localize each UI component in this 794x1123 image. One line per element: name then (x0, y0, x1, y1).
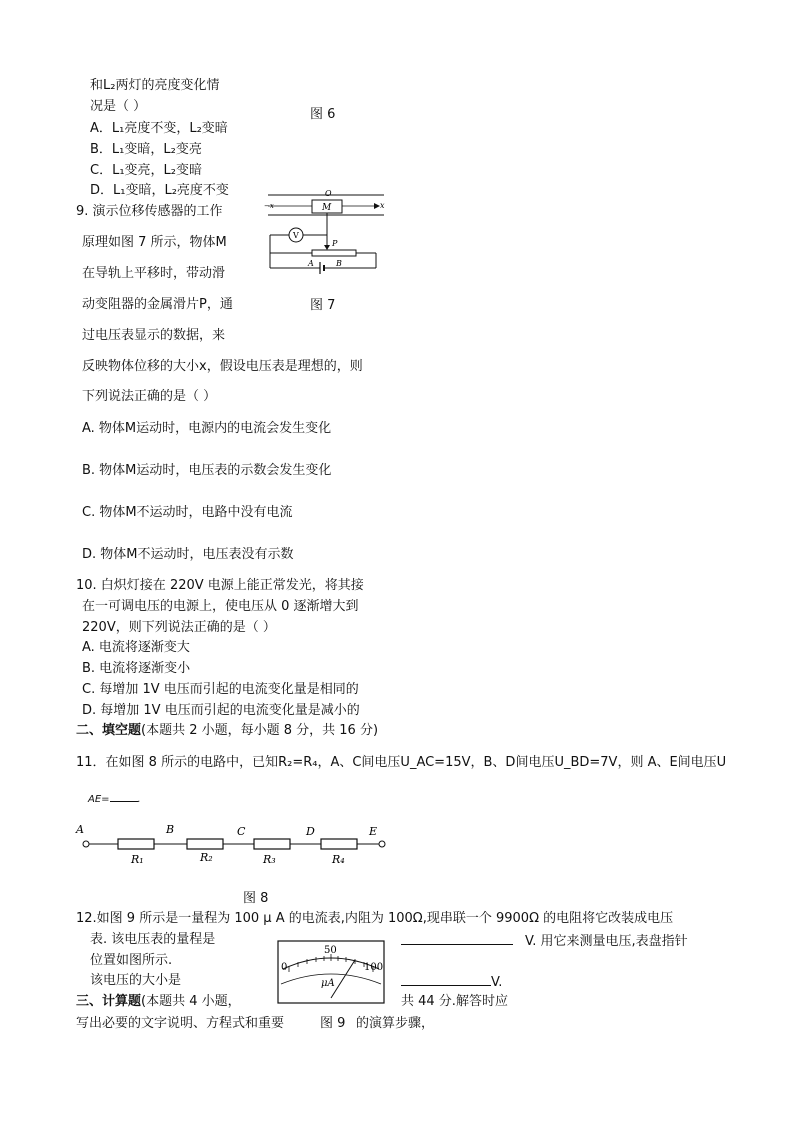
section2-heading (76, 723, 378, 739)
q12-line2-left: 表. 该电压表的量程是 (90, 932, 216, 947)
q11-subscript-ae: AE= (88, 794, 110, 805)
fig7-label-neg-x: −x (264, 202, 274, 210)
fig7-label-b: B (336, 259, 342, 268)
q11-line1: 11．在如图 8 所示的电路中，已知R₂=R₄，A、C间电压U_AC=15V，B、D间电压U_BD=7V，则 A、E间电压U (76, 755, 727, 770)
q9-option-b: B. 物体M运动时，电压表的示数会发生变化 (82, 463, 332, 478)
fig7-label-x: x (380, 201, 385, 210)
fig7-label-m: M (322, 203, 332, 213)
figure-8-resistor-circuit (70, 820, 400, 872)
section3-note-right: 共 44 分.解答时应 (401, 994, 508, 1009)
fig8-label: 图 8 (243, 891, 269, 906)
q12-line3: 位置如图所示. (90, 953, 173, 968)
fig8-label-r4: R₄ (332, 853, 345, 866)
q12-line2-right-text: V. 用它来测量电压,表盘指针 (525, 934, 688, 949)
q10-line2: 在一可调电压的电源上，使电压从 0 逐渐增大到 (82, 599, 359, 614)
section2-note: (本题共 2 小题，每小题 8 分，共 16 分) (141, 723, 379, 738)
q8-option-c: C．L₁变亮，L₂变暗 (90, 163, 202, 178)
q8-option-a: A．L₁亮度不变，L₂变暗 (90, 121, 228, 136)
fig8-point-b: B (166, 823, 175, 836)
q8-stem-line1: 和L₂两灯的亮度变化情 (90, 78, 220, 93)
q12-line4-right (401, 973, 502, 991)
fig8-point-c: C (237, 825, 246, 838)
q9-line3: 在导轨上平移时，带动滑 (82, 266, 226, 281)
q10-option-c: C. 每增加 1V 电压而引起的电流变化量是相同的 (82, 682, 359, 697)
section3-line2-left: 写出必要的文字说明、方程式和重要 (76, 1016, 285, 1031)
q10-option-d: D. 每增加 1V 电压而引起的电流变化量是减小的 (82, 703, 360, 718)
q9-option-a: A. 物体M运动时，电源内的电流会发生变化 (82, 421, 332, 436)
q9-option-c: C. 物体M不运动时，电路中没有电流 (82, 505, 293, 520)
fig7-label-a: A (308, 259, 314, 268)
q9-line2: 原理如图 7 所示，物体M (82, 235, 227, 250)
q9-line6: 反映物体位移的大小x，假设电压表是理想的，则 (82, 359, 363, 374)
q9-line4: 动变阻器的金属滑片P，通 (82, 297, 233, 312)
fig8-point-d: D (306, 825, 315, 838)
q12-line2-right (401, 932, 688, 950)
meter-min-label: 0 (281, 962, 288, 973)
section3-title: 三、计算题 (76, 994, 142, 1009)
fig7-label-o: O (325, 189, 332, 198)
q9-option-d: D. 物体M不运动时，电压表没有示数 (82, 547, 294, 562)
meter-unit-label: μA (321, 978, 335, 989)
q10-line3: 220V，则下列说法正确的是（ ） (82, 620, 276, 635)
q12-line4-left: 该电压的大小是 (90, 973, 182, 988)
fig7-voltmeter-v: V (293, 231, 299, 240)
fig9-label: 图 9 (320, 1016, 346, 1031)
q11-line2 (88, 789, 141, 808)
q8-option-d: D．L₁变暗，L₂亮度不变 (90, 183, 229, 198)
section3-note-left: (本题共 4 小题， (141, 994, 241, 1009)
q9-line5: 过电压表显示的数据，来 (82, 328, 226, 343)
fig7-label: 图 7 (310, 298, 336, 313)
fig8-point-a: A (76, 823, 84, 836)
section3-line2-right: 的演算步骤， (356, 1016, 435, 1031)
q12-line1: 12.如图 9 所示是一量程为 100 μ A 的电流表,内阻为 100Ω,现串联一个 9900Ω 的电阻将它改装成电压 (76, 911, 674, 926)
q11-line2-end: . (137, 794, 141, 805)
q12-range-blank (401, 932, 513, 945)
q12-voltage-blank (401, 973, 491, 986)
fig8-label-r2: R₂ (200, 851, 213, 864)
fig8-label-r3: R₃ (263, 853, 276, 866)
q10-option-a: A. 电流将逐渐变大 (82, 640, 190, 655)
section3-heading (76, 994, 241, 1010)
q8-option-b: B．L₁变暗，L₂变亮 (90, 142, 202, 157)
fig8-label-r1: R₁ (131, 853, 144, 866)
q11-answer-blank (110, 789, 138, 802)
meter-mid-label: 50 (324, 945, 337, 956)
section2-title: 二、填空题 (76, 723, 142, 738)
fig6-label: 图 6 (310, 107, 336, 122)
q10-option-b: B. 电流将逐渐变小 (82, 661, 191, 676)
meter-max-label: 100 (364, 962, 384, 973)
q9-line7: 下列说法正确的是（ ） (82, 389, 217, 404)
q8-stem-line2: 况是（ ） (90, 99, 147, 114)
figure-9-microammeter (277, 940, 385, 1004)
q10-line1: 10. 白炽灯接在 220V 电源上能正常发光，将其接 (76, 578, 364, 593)
fig7-label-p: P (332, 239, 338, 248)
q12-line4-right-text: V. (491, 975, 503, 990)
fig8-point-e: E (369, 825, 378, 838)
q9-line1: 9. 演示位移传感器的工作 (76, 204, 223, 219)
figure-7-sensor-diagram (262, 188, 390, 276)
